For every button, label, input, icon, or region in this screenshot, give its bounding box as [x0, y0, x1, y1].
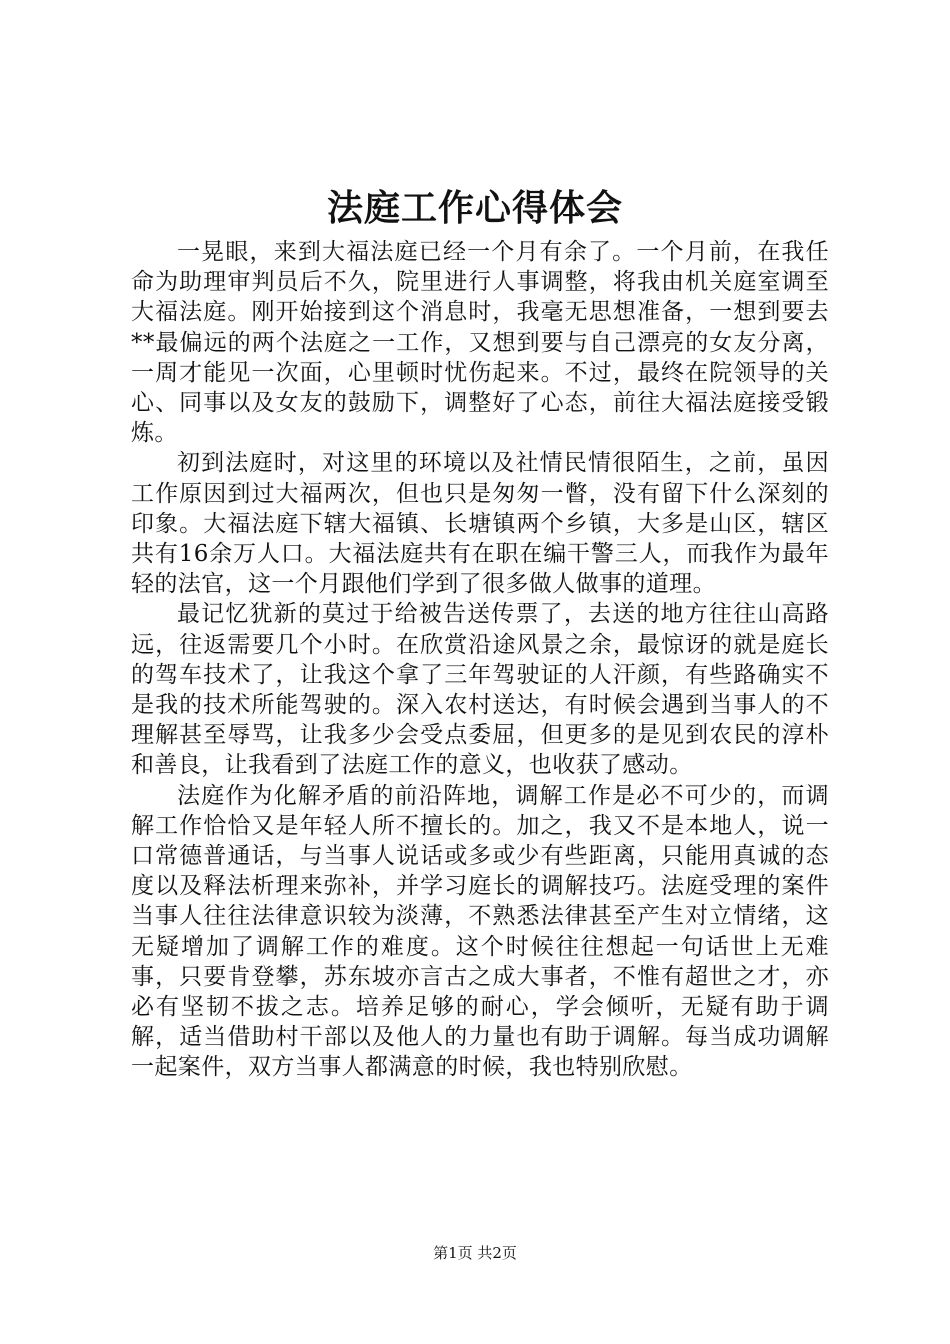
- document-body: [131, 237, 829, 1083]
- page-number-footer: 第1页 共2页: [433, 1244, 517, 1262]
- document-title: 法庭工作心得体会: [326, 187, 623, 229]
- paragraph-4: 法庭作为化解矛盾的前沿阵地，调解工作是必不可少的，而调解工作恰恰又是年轻人所不擅长的。加之，我又不是本地人，说一口常德普通话，与当事人说话或多或少有些距离，只能用真诚的态度以及释法析理来弥补，并学习庭长的调解技巧。法庭受理的案件当事人往往法律意识较为淡薄，不熟悉法律甚至产生对立情绪，这无疑增加了调解工作的难度。这个时候往往想起一句话世上无难事，只要肯登攀，苏东坡亦言古之成大事者，不惟有超世之才，亦必有坚韧不拔之志。培养足够的耐心，学会倾听，无疑有助于调解，适当借助村干部以及他人的力量也有助于调解。每当成功调解一起案件，双方当事人都满意的时候，我也特别欣慰。: [131, 782, 829, 1081]
- paragraph-2: 初到法庭时，对这里的环境以及社情民情很陌生，之前，虽因工作原因到过大福两次，但也只是匆匆一瞥，没有留下什么深刻的印象。大福法庭下辖大福镇、长塘镇两个乡镇，大多是山区，辖区共有16余万人口。大福法庭共有在职在编干警三人，而我作为最年轻的法官，这一个月跟他们学到了很多做人做事的道理。: [131, 450, 829, 598]
- paragraph-1: 一晃眼，来到大福法庭已经一个月有余了。一个月前，在我任命为助理审判员后不久，院里进行人事调整，将我由机关庭室调至大福法庭。刚开始接到这个消息时，我毫无思想准备，一想到要去**最偏远的两个法庭之一工作，又想到要与自己漂亮的女友分离，一周才能见一次面，心里顿时忧伤起来。不过，最终在院领导的关心、同事以及女友的鼓励下，调整好了心态，前往大福法庭接受锻炼。: [131, 239, 829, 447]
- paragraph-3: 最记忆犹新的莫过于给被告送传票了，去送的地方往往山高路远，往返需要几个小时。在欣赏沿途风景之余，最惊讶的就是庭长的驾车技术了，让我这个拿了三年驾驶证的人汗颜，有些路确实不是我的技术所能驾驶的。深入农村送达，有时候会遇到当事人的不理解甚至辱骂，让我多少会受点委屈，但更多的是见到农民的淳朴和善良，让我看到了法庭工作的意义，也收获了感动。: [131, 601, 829, 779]
